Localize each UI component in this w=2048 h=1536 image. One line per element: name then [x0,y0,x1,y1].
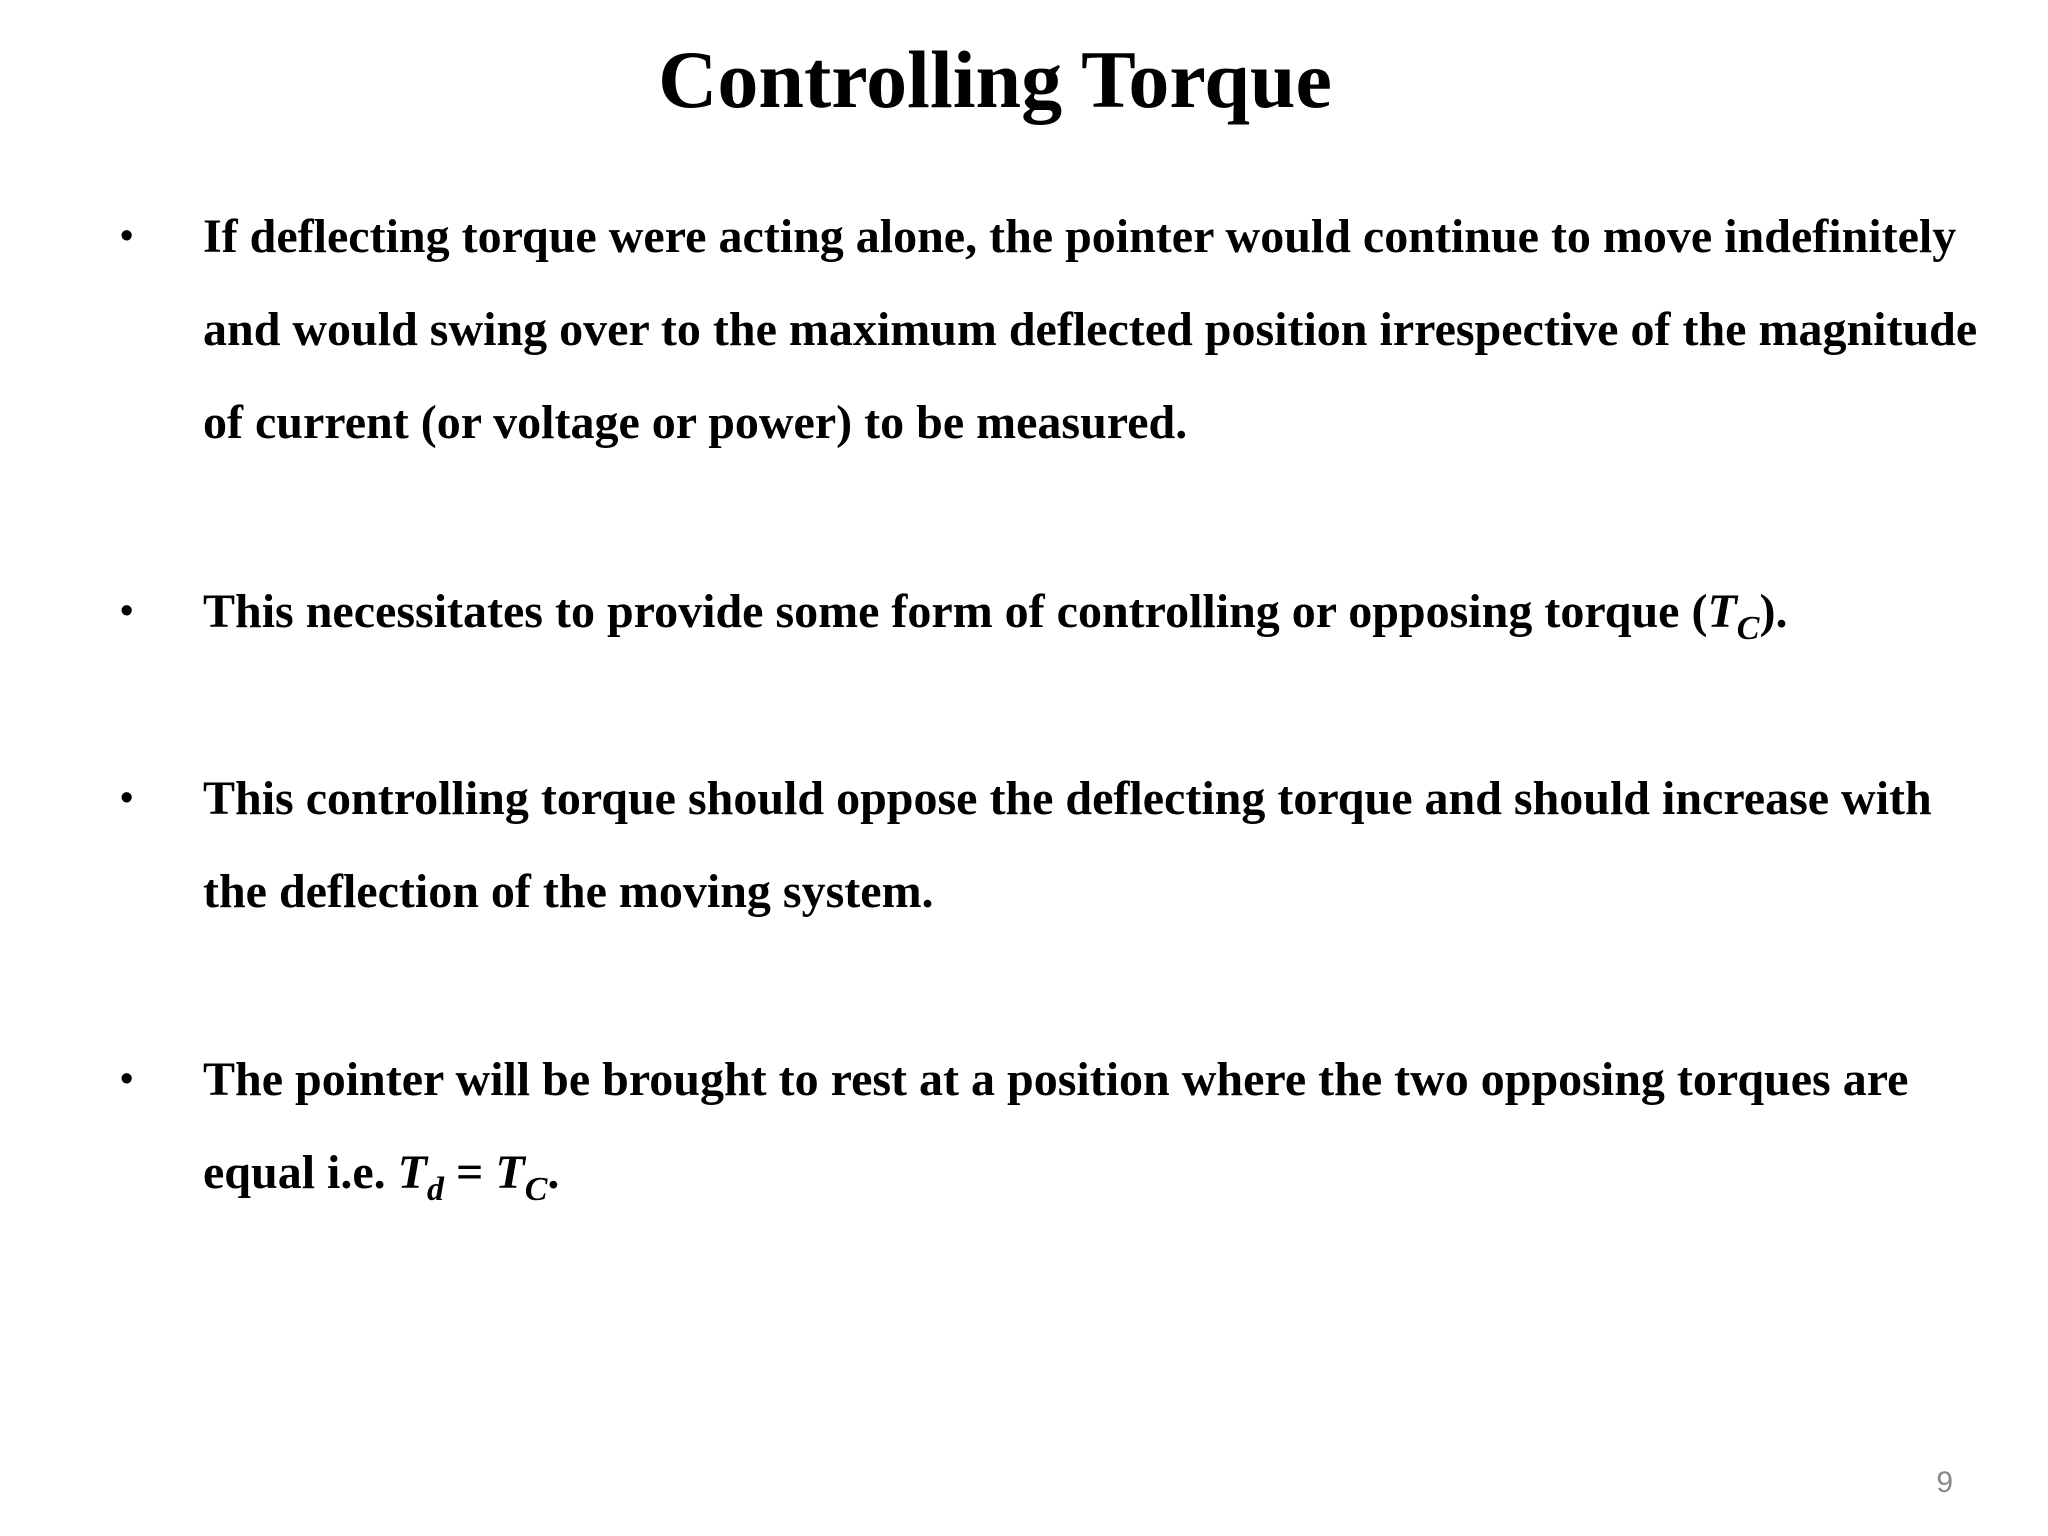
bullet-text-before: This necessitates to provide some form of controlling or opposing torque ( [203,585,1708,638]
slide-title: Controlling Torque [658,34,1332,125]
page-number: 9 [1936,1466,1953,1499]
bullet-text-after: ). [1759,585,1788,638]
controlling-torque-subscript: C [524,1171,548,1208]
torque-subscript: C [1736,610,1760,647]
bullet-text-after: . [547,1146,560,1199]
bullet-text [203,1033,1993,1219]
bullet-text-before: The pointer will be brought to rest at a position where the two opposing torques are equal i.e. [203,1053,1909,1199]
bullet-text [203,565,1993,658]
deflecting-torque-subscript: d [427,1171,444,1208]
bullet-marker: • [120,215,134,257]
bullet-marker: • [120,777,134,819]
bullet-marker: • [120,1058,134,1100]
equals-operator: = [444,1146,496,1199]
torque-symbol: T [1707,585,1737,638]
controlling-torque-symbol: T [495,1146,525,1199]
bullet-marker: • [120,590,134,632]
deflecting-torque-symbol: T [397,1146,427,1199]
bullet-text: This controlling torque should oppose the deflecting torque and should increase with the deflection of the moving system. [203,772,1932,918]
bullet-text: If deflecting torque were acting alone, the pointer would continue to move indefinitely and would swing over to the maximum deflected position irrespective of the magnitude of current (or voltage or power) to be measured. [203,210,1978,449]
